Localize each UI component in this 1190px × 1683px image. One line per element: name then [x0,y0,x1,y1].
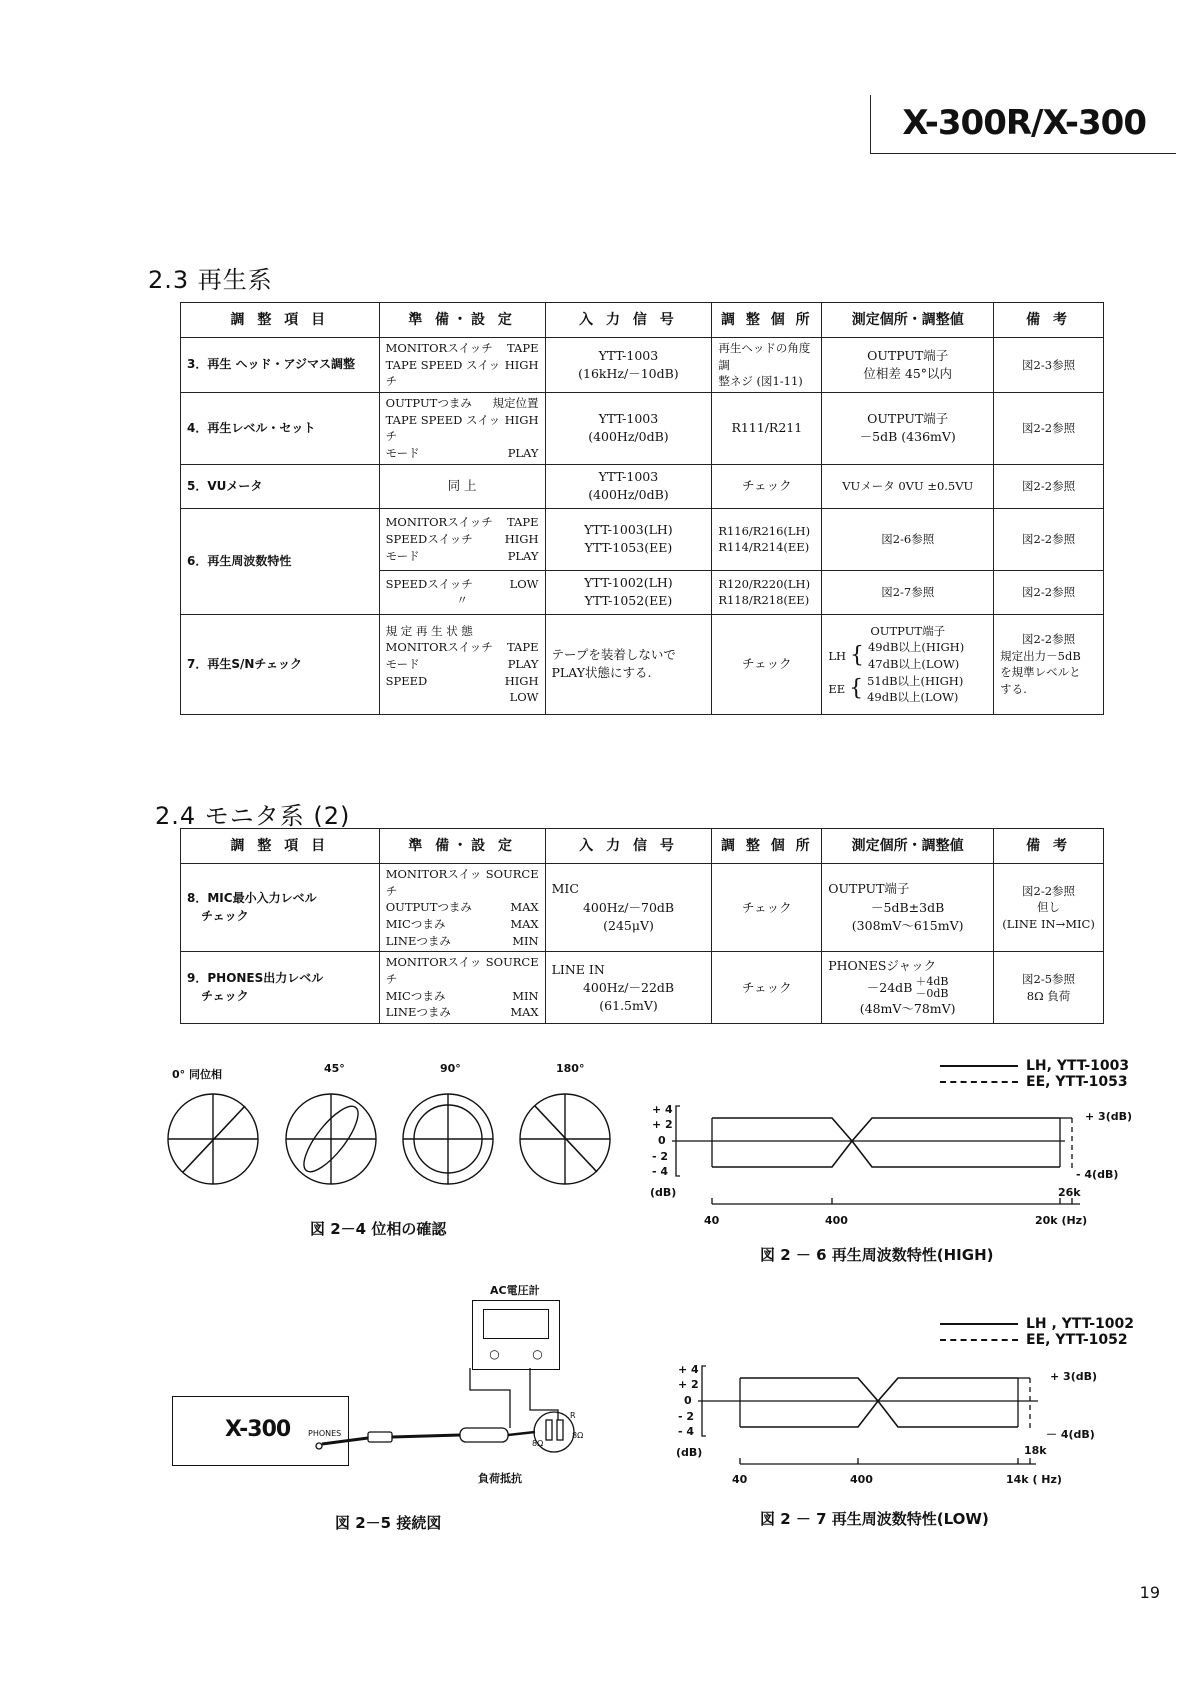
x-tick: 40 [704,1214,720,1227]
page-number: 19 [1139,1583,1160,1602]
input-cell: LINE IN 400Hz/－22dB (61.5mV) [545,952,712,1024]
col-header: 調 整 項 目 [181,829,380,864]
setup-cell: MONITORスイッチ SOURCE MICつまみ MIN LINEつまみ MAX [379,952,545,1024]
setup-cell: OUTPUTつまみ 規定位置 TAPE SPEED スイッチ HIGH モード PLAY [379,393,545,465]
r-label: R [570,1411,576,1420]
x-tick: 14k ( Hz) [1006,1473,1062,1486]
input-cell: YTT-1002(LH) YTT-1052(EE) [545,570,712,614]
item-cell: 4．再生レベル・セット [181,393,380,465]
adjust-cell: 再生ヘッドの角度調 整ネジ (図1-11) [712,338,822,393]
y-tick: - 4 [652,1165,669,1178]
measure-cell: OUTPUT端子 －5dB±3dB (308mV～615mV) [822,864,994,952]
note-cell: 図2-5参照 8Ω 負荷 [994,952,1104,1024]
table-row [181,952,1104,1024]
adjust-cell: R111/R211 [712,393,822,465]
table-row [181,338,1104,393]
measure-cell: OUTPUT端子 －5dB (436mV) [822,393,994,465]
input-cell: YTT-1003 (400Hz/0dB) [545,393,712,465]
setup-cell: 同 上 [379,464,545,508]
fig-2-4-caption: 図 2－4 位相の確認 [310,1220,447,1238]
item-cell: 3．再生 ヘッド・アジマス調整 [181,338,380,393]
connection-wiring [310,1360,630,1470]
x-end-label: 18k [1024,1444,1047,1457]
y-unit: (dB) [650,1186,677,1199]
input-cell: テープを装着しないで PLAY状態にする. [545,614,712,714]
load-ohm-label: 8Ω [572,1431,584,1440]
col-header: 測定個所・調整値 [822,829,994,864]
item-cell: 6．再生周波数特性 [181,508,380,614]
lower-limit-label: - 4(dB) [1076,1168,1119,1181]
fig27-legend: LH , YTT-1002 EE, YTT-1052 [940,1316,1134,1348]
y-tick: - 2 [678,1410,695,1423]
x-tick: 20k (Hz) [1035,1214,1088,1227]
model-title: X-300R/X-300 [902,103,1146,143]
note-cell: 図2-2参照 [994,508,1104,570]
load-resistor-label: 負荷抵抗 [478,1472,522,1485]
note-cell: 図2-2参照 規定出力－5dB を規準レベルと する. [994,614,1104,714]
input-cell: YTT-1003 (16kHz/－10dB) [545,338,712,393]
col-header: 入 力 信 号 [545,829,712,864]
col-header: 準 備・設 定 [379,829,545,864]
item-cell: 5．VUメータ [181,464,380,508]
table-row [181,393,1104,465]
measure-cell: VUメータ 0VU ±0.5VU [822,464,994,508]
x-tick: 400 [850,1473,873,1486]
measure-cell: PHONESジャック －24dB ＋4dB －0dB (48mV～78mV) [822,952,994,1024]
x-tick: 40 [732,1473,748,1486]
measure-cell: OUTPUT端子 LH { 49dB以上(HIGH) 47dB以上(LOW) EE { 51dB以上(HIGH) 49dB以上(LOW) [822,614,994,714]
measure-cell: OUTPUT端子 位相差 45°以内 [822,338,994,393]
phase-label-45: 45° [324,1062,345,1075]
fig26-chart [640,1100,1133,1235]
model-header-box [870,95,1176,154]
y-unit: (dB) [676,1446,703,1459]
fig27-chart [668,1360,1108,1500]
meter-dial-icon [483,1309,549,1339]
col-header: 準 備・設 定 [379,303,545,338]
input-cell: YTT-1003 (400Hz/0dB) [545,464,712,508]
input-cell: YTT-1003(LH) YTT-1053(EE) [545,508,712,570]
col-header: 調 整 項 目 [181,303,380,338]
y-tick: + 2 [652,1118,673,1131]
setup-cell: MONITORスイッチ TAPE SPEEDスイッチ HIGH モード PLAY [379,508,545,570]
y-tick: + 4 [652,1103,673,1116]
note-cell: 図2-2参照 [994,570,1104,614]
adjust-cell: R116/R216(LH) R114/R214(EE) [712,508,822,570]
monitor-adjust-table [180,828,1104,1024]
x-tick: 400 [825,1214,848,1227]
item-cell: 8．MIC最小入力レベル チェック [181,864,380,952]
phase-label-90: 90° [440,1062,461,1075]
setup-cell: 規 定 再 生 状 態 MONITORスイッチ TAPE モード PLAY SPEED HIGH LOW [379,614,545,714]
adjust-cell: チェック [712,864,822,952]
note-cell: 図2-2参照 但し (LINE IN→MIC) [994,864,1104,952]
fig26-legend: LH, YTT-1003 EE, YTT-1053 [940,1058,1129,1090]
y-tick: 0 [658,1134,666,1147]
y-tick: - 2 [652,1150,669,1163]
measure-cell: 図2-7参照 [822,570,994,614]
ac-meter-label: AC電圧計 [490,1284,540,1297]
table-header-row [181,303,1104,338]
y-tick: + 4 [678,1363,699,1376]
lower-limit-label: － 4(dB) [1046,1428,1095,1441]
phase-label-180: 180° [556,1062,585,1075]
col-header: 備 考 [994,829,1104,864]
x-end-label: 26k [1058,1186,1081,1199]
item-cell: 7．再生S/Nチェック [181,614,380,714]
adjust-cell: チェック [712,614,822,714]
col-header: 測定個所・調整値 [822,303,994,338]
phones-jack-label: PHONES [308,1429,342,1438]
load-ohm-label: 8Ω [532,1439,544,1448]
col-header: 調 整 個 所 [712,303,822,338]
table-header-row [181,829,1104,864]
fig-2-7-caption: 図 2 － 7 再生周波数特性(LOW) [760,1510,989,1528]
phase-circles-figure [165,1088,605,1198]
setup-cell: MONITORスイッチ TAPE TAPE SPEED スイッチ HIGH [379,338,545,393]
table-row [181,464,1104,508]
y-tick: - 4 [678,1425,695,1438]
col-header: 備 考 [994,303,1104,338]
fig-2-6-caption: 図 2 － 6 再生周波数特性(HIGH) [760,1246,994,1264]
section-2-4-title: 2.4 モニタ系 (2) [155,802,351,830]
note-cell: 図2-2参照 [994,393,1104,465]
table-row [181,864,1104,952]
note-cell: 図2-2参照 [994,464,1104,508]
table-row [181,614,1104,714]
y-tick: 0 [684,1394,692,1407]
y-tick: + 2 [678,1378,699,1391]
fig-2-5-caption: 図 2－5 接続図 [335,1514,442,1532]
measure-cell: 図2-6参照 [822,508,994,570]
setup-cell: SPEEDスイッチ LOW 〃 [379,570,545,614]
item-cell: 9．PHONES出力レベル チェック [181,952,380,1024]
section-2-3-title: 2.3 再生系 [148,266,273,294]
col-header: 入 力 信 号 [545,303,712,338]
table-row [181,508,1104,570]
adjust-cell: チェック [712,952,822,1024]
input-cell: MIC 400Hz/－70dB (245μV) [545,864,712,952]
meter-terminals-icon: ○ ○ [489,1347,543,1361]
col-header: 調 整 個 所 [712,829,822,864]
setup-cell: MONITORスイッチ SOURCE OUTPUTつまみ MAX MICつまみ MAX LINEつまみ MIN [379,864,545,952]
upper-limit-label: + 3(dB) [1085,1110,1133,1123]
upper-limit-label: + 3(dB) [1050,1370,1098,1383]
phase-label-0: 0° 同位相 [172,1068,222,1081]
adjust-cell: チェック [712,464,822,508]
note-cell: 図2-3参照 [994,338,1104,393]
adjust-cell: R120/R220(LH) R118/R218(EE) [712,570,822,614]
device-model-label: X-300 [225,1417,291,1442]
playback-adjust-table [180,302,1104,715]
